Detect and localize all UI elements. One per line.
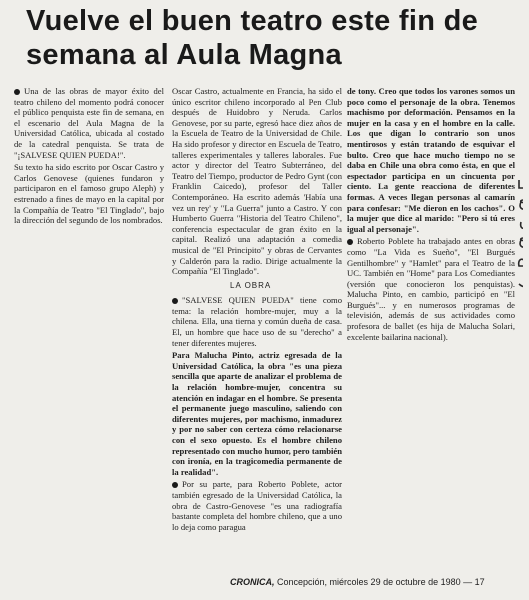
paragraph-text: Roberto Poblete ha trabajado antes en obras como "La Vida es Sueño", "El Burgués Gentilhombre" y "Hamlet" para el Teatro de la UC. También en "Home" para Los Comediantes (versión que conocieron los penquistas). Malucha Pinto, en cambio, participó en "El Burgués"... y en numerosos programas de televisión, además de sus actividades como profesora de ballet (es hija de Malucha Solari, excelente bailarina nacional).	[347, 236, 515, 342]
paragraph-text: Por su parte, para Roberto Poblete, actor también egresado de la Universidad Católica, la obra de Castro-Genovese "es una radiografía bastante completa del hombre chileno, que a uno lo deja como paragua	[172, 479, 342, 532]
bullet-icon	[172, 298, 178, 304]
paragraph-text: Una de las obras de mayor éxito del teatro chileno del momento podrá conocer el público penquista este fin de semana, en el escenario del Aula Magna de la Universidad Católica, ubicada al costado de la catedral penquista. Se trata de "¡SALVESE QUIEN PUEDA!".	[14, 86, 164, 160]
bullet-icon	[14, 89, 20, 95]
headline: Vuelve el buen teatro este fin de semana al Aula Magna	[26, 5, 479, 71]
bullet-icon	[347, 239, 353, 245]
bullet-icon	[172, 482, 178, 488]
paragraph	[14, 86, 164, 160]
column-1	[14, 86, 164, 228]
paragraph: Para Malucha Pinto, actriz egresada de la Universidad Católica, la obra "es una pieza sencilla que aparte de analizar el problema de la relación hombre-mujer, concentra su atención en indagar en el hombre. Se presenta el permanente juego masculino, saliendo con diferentes mujeres, por machismo, inmadurez y por no saber con certeza cómo relacionarse con el sexo opuesto. Es el hombre chileno representado con mucho humor, pero también con ironía, en la tragicomedia permanente de la realidad".	[172, 350, 342, 477]
paragraph-text: "SALVESE QUIEN PUEDA" tiene como tema: la relación hombre-mujer, muy a la chilena. Ella, una tierna y común dueña de casa. El, un hombre que hace uso de su "derecho" a tener diferentes mujeres.	[172, 295, 342, 348]
paragraph: Oscar Castro, actualmente en Francia, ha sido el único escritor chileno incorporado al Pen Club después de Huidobro y Neruda. Carlos Genovese, por su parte, egresó hace diez años de la Escuela de Teatro de la Universidad de Chile. Ha sido profesor y director en Escuela de Teatro, talleres experimentales y talleres laborales. Fue actor y director del Teatro Subterráneo, del Teatro del Tiempo, productor de Pedro Gynt (con Franklin Caicedo), profesor del Taller Contemporáneo. Ha escrito además 'Había una vez un rey' y "La Guerra" junto a Castro. Y con Humberto Guerra "Historia del Teatro Chileno", conferencia espectacular de gran éxito en la capital. Realizó una adaptación a comedia musical de "El Principito" y obras de Cervantes y Calderón para la radio. Dirige actualmente la Compañía "El Tinglado".	[172, 86, 342, 277]
place-date: Concepción, miércoles 29 de octubre de 1980 —	[277, 577, 473, 587]
column-3	[347, 86, 515, 344]
paragraph: Su texto ha sido escrito por Oscar Castro y Carlos Genovese (quienes fundaron y participaron en el famoso grupo Aleph) y estrenado a fines de mayo en la capital por la Compañía de Teatro "El Tinglado", bajo la dirección del segundo de los nombrados.	[14, 162, 164, 226]
paragraph	[347, 236, 515, 342]
subheading: LA OBRA	[230, 280, 272, 290]
handwritten-catalog-number	[497, 130, 523, 290]
footer-line	[230, 577, 485, 587]
column-2	[172, 86, 342, 534]
paragraph: de tony. Creo que todos los varones somos un poco como el personaje de la obra. Tenemos machismo por deformación. Pensamos en la mujer en la casa y en el hombre en la calle. Los que digan lo contrario son unos mentirosos y están tratando de esquivar el bulto. Creo que hace mucho tiempo no se daba en Chile una obra como ésta, en que el espectador participa en un cincuenta por ciento. La gente reacciona de diferentes formas. A veces llegan personas al camarín para confesar: "Me dieron en los cachos". O la mujer que dice al marido: "Pero si tú eres igual al personaje".	[347, 86, 515, 234]
page-number: 17	[474, 577, 485, 587]
publication-name: CRONICA,	[230, 577, 275, 587]
paragraph	[172, 479, 342, 532]
paragraph	[172, 295, 342, 348]
